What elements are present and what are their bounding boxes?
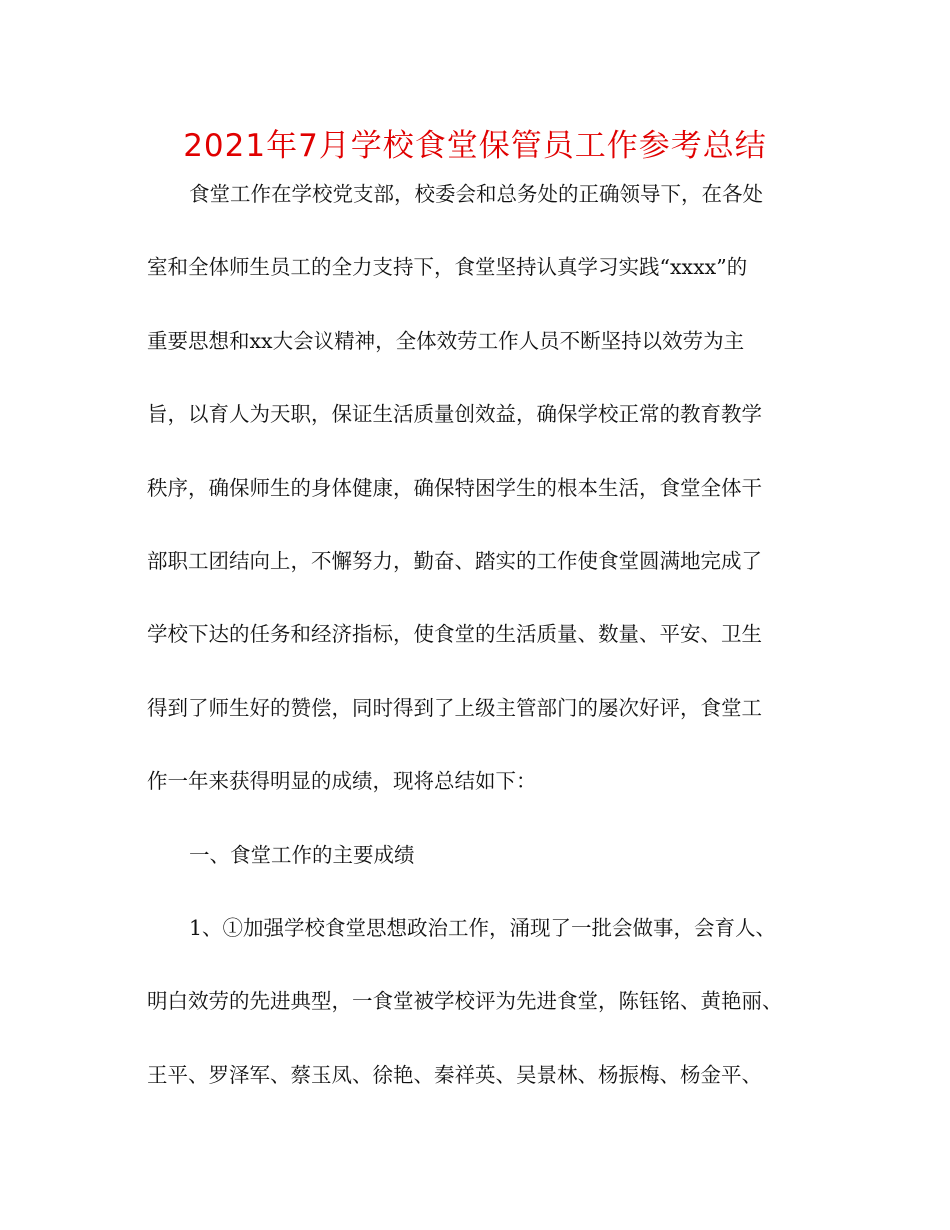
paragraph-line: 秩序，确保师生的身体健康，确保特困学生的根本生活，食堂全体干 <box>147 475 762 500</box>
paragraph-line: 王平、罗泽军、蔡玉凤、徐艳、秦祥英、吴景林、杨振梅、杨金平、 <box>147 1062 762 1087</box>
paragraph-line: 得到了师生好的赞偿，同时得到了上级主管部门的屡次好评，食堂工 <box>147 695 762 720</box>
paragraph-line: 室和全体师生员工的全力支持下，食堂坚持认真学习实践“xxxx”的 <box>147 255 748 280</box>
paragraph-line: 部职工团结向上，不懈努力，勤奋、踏实的工作使食堂圆满地完成了 <box>147 548 762 573</box>
document-body <box>147 166 812 1120</box>
document-title: 2021年7月学校食堂保管员工作参考总结 <box>183 128 767 164</box>
paragraph-line: 1、①加强学校食堂思想政治工作，涌现了一批会做事，会育人、 <box>189 915 777 940</box>
paragraph-line: 学校下达的任务和经济指标，使食堂的生活质量、数量、平安、卫生 <box>147 622 762 647</box>
paragraph-line: 旨，以育人为天职，保证生活质量创效益，确保学校正常的教育教学 <box>147 402 762 427</box>
section-heading: 一、食堂工作的主要成绩 <box>189 842 415 867</box>
paragraph-line: 重要思想和xx大会议精神，全体效劳工作人员不断坚持以效劳为主 <box>147 328 745 353</box>
paragraph-line: 明白效劳的先进典型，一食堂被学校评为先进食堂，陈钰铭、黄艳丽、 <box>147 989 783 1014</box>
paragraph-line: 食堂工作在学校党支部，校委会和总务处的正确领导下，在各处 <box>189 182 763 206</box>
paragraph-line: 作一年来获得明显的成绩，现将总结如下： <box>147 769 537 794</box>
